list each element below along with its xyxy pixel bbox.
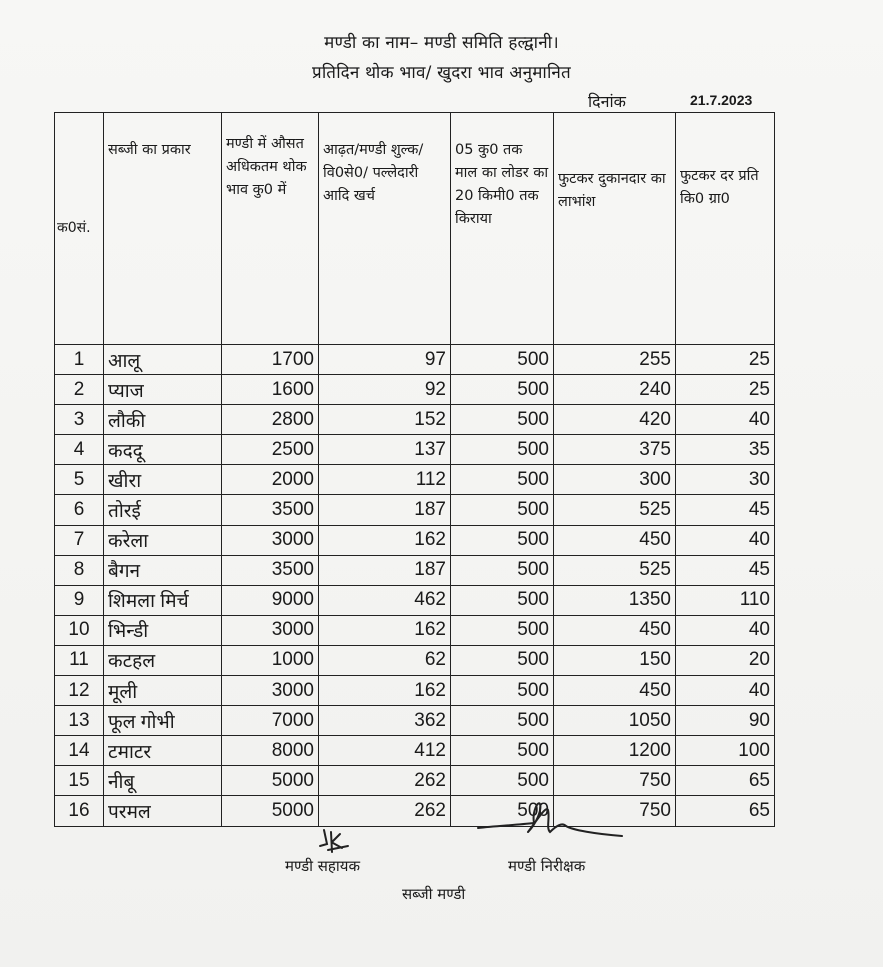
cell-serial: 8 xyxy=(55,555,104,585)
cell-charges: 92 xyxy=(319,375,451,405)
cell-loader-fare: 500 xyxy=(451,405,554,435)
date-value: 21.7.2023 xyxy=(690,92,753,108)
cell-retail-rate: 45 xyxy=(676,495,775,525)
cell-retailer-profit: 525 xyxy=(554,555,676,585)
cell-wholesale-price: 2800 xyxy=(222,405,319,435)
column-header-wholesale-price: मण्डी में औसत अधिकतम थोक भाव कु0 में xyxy=(222,113,319,345)
cell-wholesale-price: 3000 xyxy=(222,615,319,645)
cell-charges: 362 xyxy=(319,706,451,736)
cell-loader-fare: 500 xyxy=(451,706,554,736)
assistant-signature xyxy=(318,826,362,860)
table-header-row xyxy=(55,113,775,345)
cell-retailer-profit: 300 xyxy=(554,465,676,495)
table-body xyxy=(55,345,775,827)
cell-vegetable: लौकी xyxy=(104,405,222,435)
cell-retailer-profit: 1350 xyxy=(554,585,676,615)
cell-vegetable: प्याज xyxy=(104,375,222,405)
document-title: मण्डी का नाम– मण्डी समिति हल्द्वानी। xyxy=(324,33,559,53)
cell-vegetable: फूल गोभी xyxy=(104,706,222,736)
cell-retail-rate: 40 xyxy=(676,405,775,435)
cell-wholesale-price: 3500 xyxy=(222,495,319,525)
cell-retailer-profit: 750 xyxy=(554,766,676,796)
cell-loader-fare: 500 xyxy=(451,676,554,706)
cell-wholesale-price: 1000 xyxy=(222,645,319,675)
cell-retailer-profit: 375 xyxy=(554,435,676,465)
cell-charges: 462 xyxy=(319,585,451,615)
table-row xyxy=(55,736,775,766)
cell-wholesale-price: 1700 xyxy=(222,345,319,375)
cell-retailer-profit: 450 xyxy=(554,615,676,645)
cell-charges: 262 xyxy=(319,796,451,826)
cell-wholesale-price: 3000 xyxy=(222,525,319,555)
cell-retailer-profit: 1200 xyxy=(554,736,676,766)
cell-charges: 162 xyxy=(319,676,451,706)
table-row xyxy=(55,525,775,555)
cell-wholesale-price: 5000 xyxy=(222,796,319,826)
cell-charges: 62 xyxy=(319,645,451,675)
cell-charges: 262 xyxy=(319,766,451,796)
cell-charges: 97 xyxy=(319,345,451,375)
cell-vegetable: करेला xyxy=(104,525,222,555)
cell-retail-rate: 20 xyxy=(676,645,775,675)
cell-serial: 5 xyxy=(55,465,104,495)
table-row xyxy=(55,555,775,585)
cell-loader-fare: 500 xyxy=(451,375,554,405)
cell-charges: 162 xyxy=(319,525,451,555)
cell-vegetable: कददू xyxy=(104,435,222,465)
cell-vegetable: तोरई xyxy=(104,495,222,525)
cell-serial: 14 xyxy=(55,736,104,766)
table-row xyxy=(55,345,775,375)
cell-vegetable: खीरा xyxy=(104,465,222,495)
cell-wholesale-price: 2500 xyxy=(222,435,319,465)
cell-charges: 137 xyxy=(319,435,451,465)
assistant-label: मण्डी सहायक xyxy=(285,857,360,875)
cell-wholesale-price: 5000 xyxy=(222,766,319,796)
table-row xyxy=(55,495,775,525)
cell-vegetable: परमल xyxy=(104,796,222,826)
cell-loader-fare: 500 xyxy=(451,615,554,645)
table-row xyxy=(55,706,775,736)
cell-charges: 412 xyxy=(319,736,451,766)
cell-retailer-profit: 1050 xyxy=(554,706,676,736)
cell-retailer-profit: 750 xyxy=(554,796,676,826)
cell-serial: 16 xyxy=(55,796,104,826)
cell-loader-fare: 500 xyxy=(451,585,554,615)
cell-loader-fare: 500 xyxy=(451,435,554,465)
cell-serial: 1 xyxy=(55,345,104,375)
cell-charges: 112 xyxy=(319,465,451,495)
cell-serial: 7 xyxy=(55,525,104,555)
cell-retailer-profit: 150 xyxy=(554,645,676,675)
table-row xyxy=(55,676,775,706)
column-header-vegetable: सब्जी का प्रकार xyxy=(104,113,222,345)
cell-serial: 10 xyxy=(55,615,104,645)
cell-retailer-profit: 450 xyxy=(554,525,676,555)
table-row xyxy=(55,766,775,796)
column-header-loader-fare: 05 कु0 तक माल का लोडर का 20 किमी0 तक किराया xyxy=(451,113,554,345)
cell-retailer-profit: 240 xyxy=(554,375,676,405)
cell-serial: 3 xyxy=(55,405,104,435)
cell-loader-fare: 500 xyxy=(451,796,554,826)
cell-serial: 6 xyxy=(55,495,104,525)
table-row xyxy=(55,615,775,645)
cell-loader-fare: 500 xyxy=(451,345,554,375)
cell-vegetable: बैगन xyxy=(104,555,222,585)
cell-wholesale-price: 3500 xyxy=(222,555,319,585)
cell-serial: 11 xyxy=(55,645,104,675)
table-row xyxy=(55,465,775,495)
cell-vegetable: भिन्डी xyxy=(104,615,222,645)
cell-loader-fare: 500 xyxy=(451,555,554,585)
column-header-commission-charges: आढ़त/मण्डी शुल्क/ वि0से0/ पल्लेदारी आदि खर्च xyxy=(319,113,451,345)
cell-retail-rate: 100 xyxy=(676,736,775,766)
table-row xyxy=(55,645,775,675)
cell-retail-rate: 90 xyxy=(676,706,775,736)
cell-loader-fare: 500 xyxy=(451,645,554,675)
cell-charges: 187 xyxy=(319,555,451,585)
table-row xyxy=(55,435,775,465)
cell-retail-rate: 65 xyxy=(676,796,775,826)
cell-charges: 187 xyxy=(319,495,451,525)
cell-wholesale-price: 2000 xyxy=(222,465,319,495)
cell-retail-rate: 65 xyxy=(676,766,775,796)
column-header-retailer-profit: फुटकर दुकानदार का लाभांश xyxy=(554,113,676,345)
cell-retail-rate: 40 xyxy=(676,615,775,645)
cell-retail-rate: 30 xyxy=(676,465,775,495)
cell-retail-rate: 110 xyxy=(676,585,775,615)
cell-vegetable: कटहल xyxy=(104,645,222,675)
cell-charges: 162 xyxy=(319,615,451,645)
cell-retailer-profit: 255 xyxy=(554,345,676,375)
cell-vegetable: शिमला मिर्च xyxy=(104,585,222,615)
cell-retail-rate: 40 xyxy=(676,676,775,706)
market-label: सब्जी मण्डी xyxy=(402,885,466,903)
cell-loader-fare: 500 xyxy=(451,525,554,555)
column-header-serial: क0सं. xyxy=(55,113,104,345)
column-header-retail-rate: फुटकर दर प्रति कि0 ग्रा0 xyxy=(676,113,775,345)
date-label: दिनांक xyxy=(588,92,626,111)
inspector-label: मण्डी निरीक्षक xyxy=(508,857,586,875)
cell-retail-rate: 35 xyxy=(676,435,775,465)
cell-wholesale-price: 9000 xyxy=(222,585,319,615)
cell-vegetable: आलू xyxy=(104,345,222,375)
cell-vegetable: मूली xyxy=(104,676,222,706)
document-subtitle: प्रतिदिन थोक भाव/ खुदरा भाव अनुमानित xyxy=(312,63,571,83)
cell-serial: 12 xyxy=(55,676,104,706)
price-table xyxy=(54,112,775,827)
table-row xyxy=(55,796,775,826)
cell-retailer-profit: 420 xyxy=(554,405,676,435)
table-row xyxy=(55,405,775,435)
table-row xyxy=(55,375,775,405)
cell-charges: 152 xyxy=(319,405,451,435)
cell-wholesale-price: 3000 xyxy=(222,676,319,706)
cell-wholesale-price: 7000 xyxy=(222,706,319,736)
cell-serial: 15 xyxy=(55,766,104,796)
cell-serial: 4 xyxy=(55,435,104,465)
table-row xyxy=(55,585,775,615)
cell-vegetable: नीबू xyxy=(104,766,222,796)
cell-retailer-profit: 525 xyxy=(554,495,676,525)
cell-wholesale-price: 8000 xyxy=(222,736,319,766)
cell-retail-rate: 25 xyxy=(676,375,775,405)
cell-retailer-profit: 450 xyxy=(554,676,676,706)
cell-loader-fare: 500 xyxy=(451,766,554,796)
cell-wholesale-price: 1600 xyxy=(222,375,319,405)
cell-serial: 13 xyxy=(55,706,104,736)
cell-serial: 2 xyxy=(55,375,104,405)
cell-loader-fare: 500 xyxy=(451,465,554,495)
cell-loader-fare: 500 xyxy=(451,736,554,766)
inspector-signature xyxy=(476,798,626,848)
cell-vegetable: टमाटर xyxy=(104,736,222,766)
cell-retail-rate: 40 xyxy=(676,525,775,555)
cell-retail-rate: 45 xyxy=(676,555,775,585)
cell-retail-rate: 25 xyxy=(676,345,775,375)
cell-serial: 9 xyxy=(55,585,104,615)
cell-loader-fare: 500 xyxy=(451,495,554,525)
